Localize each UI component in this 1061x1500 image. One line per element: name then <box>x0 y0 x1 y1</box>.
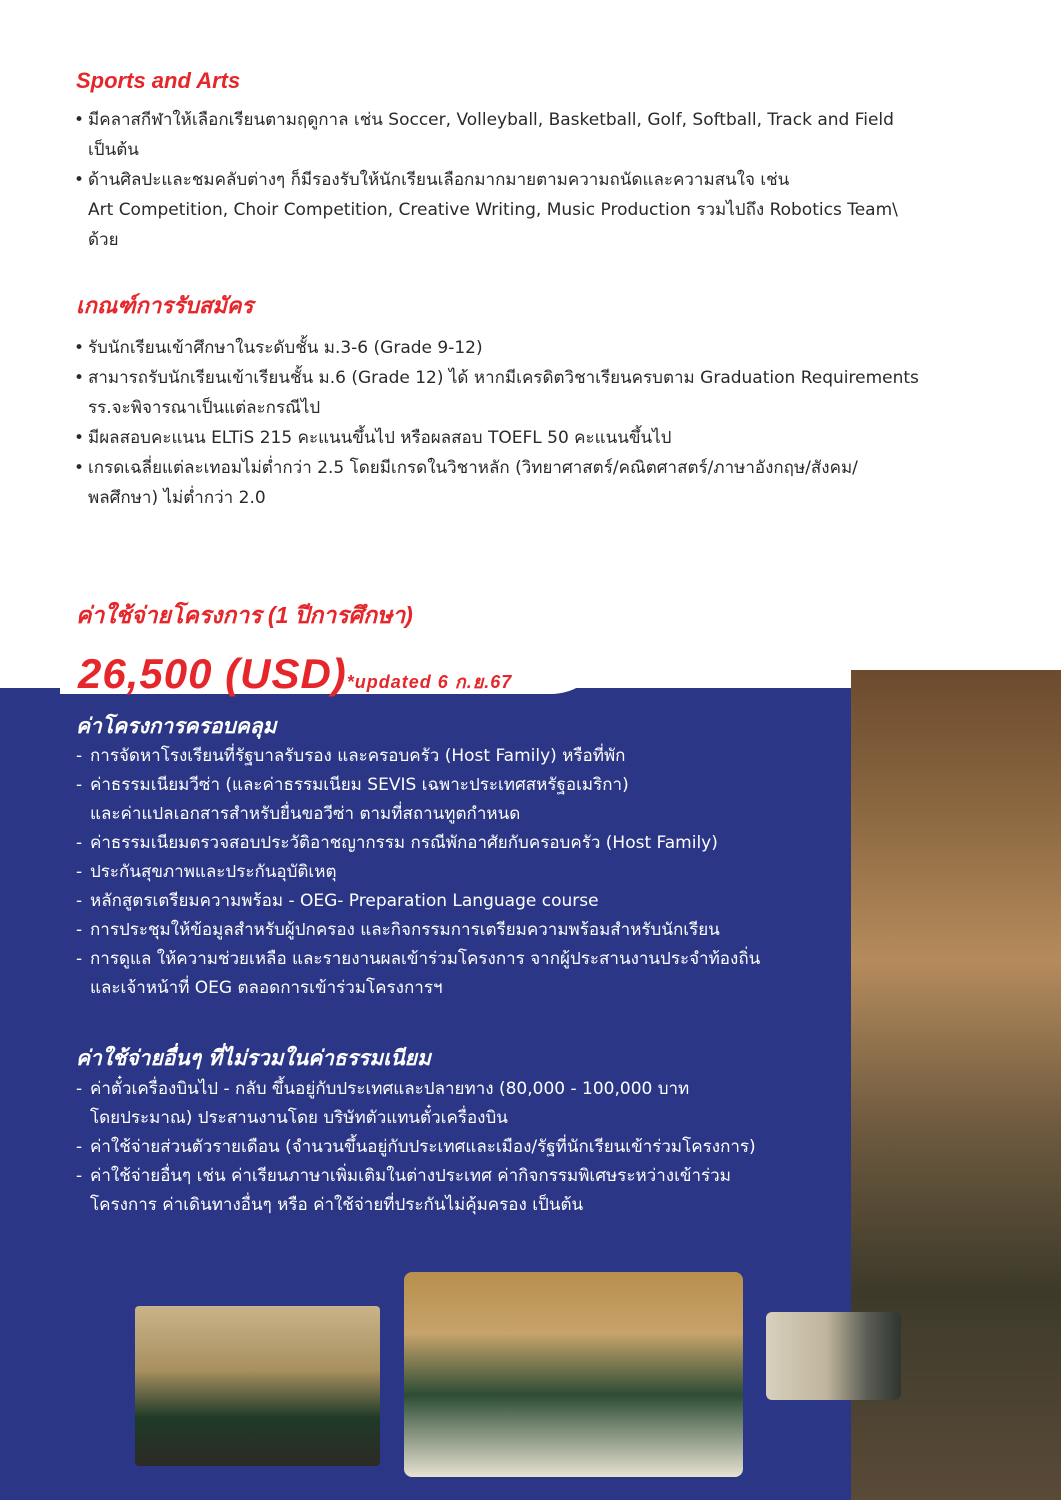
criteria-list <box>74 333 994 513</box>
item-line: ด้วย <box>88 230 119 250</box>
item-line: หลักสูตรเตรียมความพร้อม - OEG- Preparation Language course <box>90 891 599 911</box>
list-item <box>76 1162 846 1220</box>
item-line: มีผลสอบคะแนน ELTiS 215 คะแนนขึ้นไป หรือผลสอบ TOEFL 50 คะแนนขึ้นไป <box>88 428 672 448</box>
list-item <box>76 887 846 916</box>
criteria-heading: เกณฑ์การรับสมัคร <box>76 293 254 318</box>
covered-heading: ค่าโครงการครอบคลุม <box>76 714 277 738</box>
item-line: Art Competition, Choir Competition, Creative Writing, Music Production รวมไปถึง Robotics Team\ <box>88 200 898 220</box>
item-line: ด้านศิลปะและชมคลับต่างๆ ก็มีรองรับให้นักเรียนเลือกมากมายตามความถนัดและความสนใจ เช่น <box>88 170 790 190</box>
list-item <box>74 333 994 363</box>
list-item <box>76 1075 846 1133</box>
list-item <box>74 105 994 165</box>
price-value: 26,500 (USD) <box>78 650 347 697</box>
item-line: โครงการ ค่าเดินทางอื่นๆ หรือ ค่าใช้จ่ายที่ประกันไม่คุ้มครอง เป็นต้น <box>90 1195 584 1215</box>
teacher-classroom-photo <box>766 1312 901 1400</box>
item-line: ค่าใช้จ่ายอื่นๆ เช่น ค่าเรียนภาษาเพิ่มเติมในต่างประเทศ ค่ากิจกรรมพิเศษระหว่างเข้าร่วม <box>90 1166 731 1186</box>
item-line: เป็นต้น <box>88 140 139 160</box>
item-line: และค่าแปลเอกสารสำหรับยื่นขอวีซ่า ตามที่สถานทูตกำหนด <box>90 804 521 824</box>
item-line: รับนักเรียนเข้าศึกษาในระดับชั้น ม.3-6 (Grade 9-12) <box>88 338 483 358</box>
item-line: ค่าตั๋วเครื่องบินไป - กลับ ขึ้นอยู่กับประเทศและปลายทาง (80,000 - 100,000 บาท <box>90 1079 690 1099</box>
list-item <box>76 858 846 887</box>
item-line: พลศึกษา) ไม่ต่ำกว่า 2.0 <box>88 488 266 508</box>
list-item <box>76 945 846 1003</box>
list-item <box>76 771 846 829</box>
other-costs-list <box>76 1075 846 1220</box>
list-item <box>74 453 994 513</box>
list-item <box>74 165 994 255</box>
volleyball-team-photo <box>135 1306 380 1466</box>
item-line: การประชุมให้ข้อมูลสำหรับผู้ปกครอง และกิจกรรมการเตรียมความพร้อมสำหรับนักเรียน <box>90 920 720 940</box>
item-line: สามารถรับนักเรียนเข้าเรียนชั้น ม.6 (Grade 12) ได้ หากมีเครดิตวิชาเรียนครบตาม Graduation Requirements <box>88 368 919 388</box>
item-line: และเจ้าหน้าที่ OEG ตลอดการเข้าร่วมโครงการฯ <box>90 978 443 998</box>
item-line: มีคลาสกีฬาให้เลือกเรียนตามฤดูกาล เช่น Soccer, Volleyball, Basketball, Golf, Softball, Track and Field <box>88 110 894 130</box>
sports-arts-heading: Sports and Arts <box>76 68 241 93</box>
price-display <box>78 650 512 698</box>
item-line: ค่าใช้จ่ายส่วนตัวรายเดือน (จำนวนขึ้นอยู่กับประเทศและเมือง/รัฐที่นักเรียนเข้าร่วมโครงการ) <box>90 1137 756 1157</box>
list-item <box>74 423 994 453</box>
list-item <box>76 742 846 771</box>
item-line: เกรดเฉลี่ยแต่ละเทอมไม่ต่ำกว่า 2.5 โดยมีเกรดในวิชาหลัก (วิทยาศาสตร์/คณิตศาสตร์/ภาษาอังกฤษ/สังคม/ <box>88 458 858 478</box>
item-line: ค่าธรรมเนียมวีซ่า (และค่าธรรมเนียม SEVIS เฉพาะประเทศสหรัฐอเมริกา) <box>90 775 629 795</box>
price-update-note: *updated 6 ก.ย.67 <box>346 672 513 692</box>
item-line: การจัดหาโรงเรียนที่รัฐบาลรับรอง และครอบครัว (Host Family) หรือที่พัก <box>90 746 626 766</box>
item-line: ประกันสุขภาพและประกันอุบัติเหตุ <box>90 862 337 882</box>
item-line: การดูแล ให้ความช่วยเหลือ และรายงานผลเข้าร่วมโครงการ จากผู้ประสานงานประจำท้องถิ่น <box>90 949 761 969</box>
list-item <box>76 1133 846 1162</box>
covered-list <box>76 742 846 1003</box>
item-line: รร.จะพิจารณาเป็นแต่ละกรณีไป <box>88 398 321 418</box>
item-line: ค่าธรรมเนียมตรวจสอบประวัติอาชญากรรม กรณีพักอาศัยกับครอบครัว (Host Family) <box>90 833 718 853</box>
cost-heading: ค่าใช้จ่ายโครงการ (1 ปีการศึกษา) <box>76 602 413 628</box>
classroom-students-photo <box>404 1272 743 1477</box>
item-line: โดยประมาณ) ประสานงานโดย บริษัทตัวแทนตั๋วเครื่องบิน <box>90 1108 508 1128</box>
list-item <box>76 829 846 858</box>
list-item <box>74 363 994 423</box>
other-costs-heading: ค่าใช้จ่ายอื่นๆ ที่ไม่รวมในค่าธรรมเนียม <box>76 1046 431 1070</box>
sports-arts-list <box>74 105 994 255</box>
list-item <box>76 916 846 945</box>
